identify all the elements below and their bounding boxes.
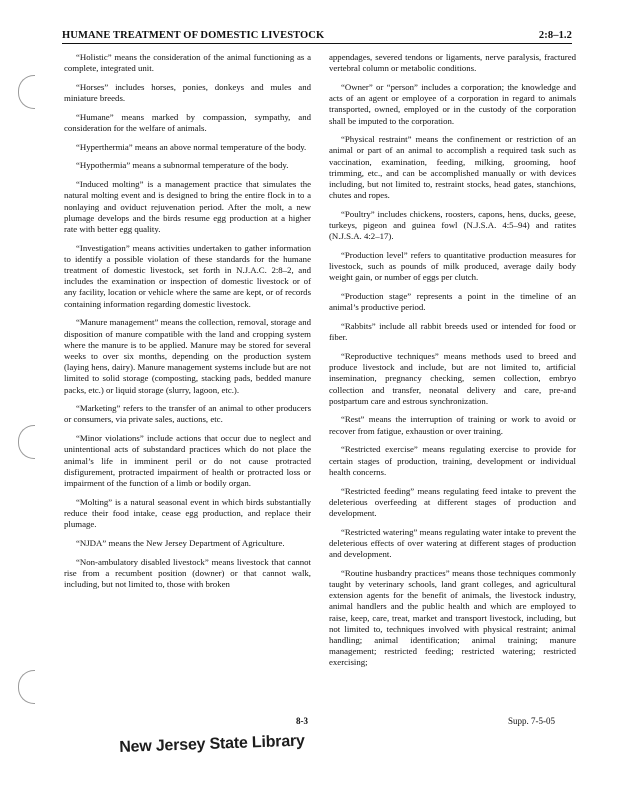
definition-paragraph: “Hyperthermia” means an above normal temperature of the body. (76, 141, 307, 152)
definition-paragraph: “NJDA” means the New Jersey Department of Agriculture. (76, 537, 285, 548)
definition-paragraph: “Restricted exercise” means regulating exercise to provide for certain stages of production, training, development or individual health concerns. (329, 444, 576, 477)
definition-paragraph: “Physical restraint” means the confinement or restriction of an animal or part of an animal to accomplish a required task such as vaccination, examination, feeding, milking, grooming, hoof trimming, etc., and can be accomplished manually or with devices including, but not limited to, restraint stocks, head gates, stanchions, chutes and ropes. (329, 134, 576, 201)
definition-paragraph: “Non-ambulatory disabled livestock” means livestock that cannot rise from a recumbent position (downer) or that cannot walk, including, but not limited to, those with broken (64, 556, 311, 589)
continued-paragraph: appendages, severed tendons or ligaments, nerve paralysis, fractured vertebral column or metabolic conditions. (329, 52, 576, 74)
definition-paragraph: “Rest” means the interruption of training or work to avoid or recover from fatigue, exhaustion or over training. (329, 414, 576, 436)
definition-paragraph: “Horses” includes horses, ponies, donkeys and mules and miniature breeds. (64, 81, 311, 104)
running-header (62, 30, 572, 44)
definition-paragraph: “Restricted watering” means regulating water intake to prevent the deleterious effects of over watering at different stages of production and development. (329, 526, 576, 560)
binder-hole (18, 425, 35, 459)
definition-paragraph: “Rabbits” include all rabbit breeds used or intended for food or fiber. (329, 321, 576, 343)
definition-paragraph: “Production level” refers to quantitative production measures for livestock, such as pounds of milk produced, average daily body weight gain, or number of eggs per clutch. (329, 250, 576, 283)
left-column (64, 52, 311, 598)
page-number: 8-3 (296, 716, 308, 726)
definition-paragraph: “Minor violations” include actions that occur due to neglect and unintentional acts of substandard practices which do not place the animal’s life in imminent peril or do not cause protracted disfigurement, protracted impairment of health or protracted loss or impairment of the function of a limb or bodily organ. (64, 433, 311, 488)
right-column (329, 52, 576, 676)
definition-paragraph: “Holistic” means the consideration of the animal functioning as a complete, integrated unit. (64, 52, 311, 74)
binder-hole (18, 75, 35, 109)
definition-paragraph: “Marketing” refers to the transfer of an animal to other producers or consumers, via private sales, auctions, etc. (64, 403, 311, 425)
library-stamp: New Jersey State Library (119, 732, 306, 756)
definition-paragraph: “Routine husbandry practices” means those techniques commonly taught by veterinary schools, land grant colleges, and agricultural extension agents for the benefit of animals, the livestock industry, animal handlers and the public health and which are employed to raise, keep, care, treat, market and transport livestock, including, but not limited to, techniques involved with physical restraint; animal handling; animal identification; animal training; manure management; restricted feeding; restricted watering; restricted exercising; (329, 567, 576, 668)
definition-paragraph: “Restricted feeding” means regulating feed intake to prevent the deleterious overfeeding at different stages of production and development. (329, 485, 576, 518)
header-section-number: 2:8–1.2 (538, 30, 572, 41)
definition-paragraph: “Humane” means marked by compassion, sympathy, and consideration for the welfare of animals. (64, 111, 311, 134)
definition-paragraph: “Molting” is a natural seasonal event in which birds substantially reduce their food intake, cease egg production, and replace their plumage. (64, 496, 311, 530)
definition-paragraph: “Reproductive techniques” means methods used to breed and produce livestock and include, but are not limited to, artificial insemination, pregnancy checking, semen collection, embryo collection and transfer, neonatal delivery and care, pre-and postpartum care and estrous synchronization. (329, 350, 576, 406)
definition-paragraph: “Manure management” means the collection, removal, storage and disposition of manure compatible with the land and cropping system where the manure is to be applied. Manure may be stored for several weeks to over six months, depending on the production system (laying hens, dairy). Manure management systems include but are not limited to solid storage (composting, stacking pads, bedded manure packs, etc.) or liquid storage (slurry, lagoon, etc.). (64, 317, 311, 395)
definition-paragraph: “Induced molting” is a management practice that simulates the natural molting event and is designed to bring the entire flock in to a nonlaying and oviduct rejuvenation period. After the molt, a new plumage develops and the birds resume egg production at a higher rate with better egg quality. (64, 179, 311, 234)
definition-paragraph: “Production stage” represents a point in the timeline of an animal’s productive period. (329, 291, 576, 313)
definition-paragraph: “Owner” or “person” includes a corporation; the knowledge and acts of an agent or employee of a corporation in regard to animals transported, owned, employed or in the custody of the corporation shall be imputed to the corporation. (329, 81, 576, 126)
definition-paragraph: “Poultry” includes chickens, roosters, capons, hens, ducks, geese, turkeys, pigeon and guinea fowl (N.J.S.A. 4:5–94) and ratites (N.J.S.A. 4:2–17). (329, 208, 576, 242)
supplement-date: Supp. 7-5-05 (508, 716, 555, 726)
definition-paragraph: “Investigation” means activities undertaken to gather information to identify a possible violation of these standards for the humane treatment of domestic livestock, set forth in N.J.A.C. 2:8–2, and includes the examination or inspection of domestic livestock or of any facility, location or vehicle where the same are kept, or of records containing information regarding domestic livestock. (64, 242, 311, 309)
definition-paragraph: “Hypothermia” means a subnormal temperature of the body. (76, 160, 289, 171)
header-title: HUMANE TREATMENT OF DOMESTIC LIVESTOCK (62, 30, 325, 41)
binder-hole (18, 670, 35, 704)
